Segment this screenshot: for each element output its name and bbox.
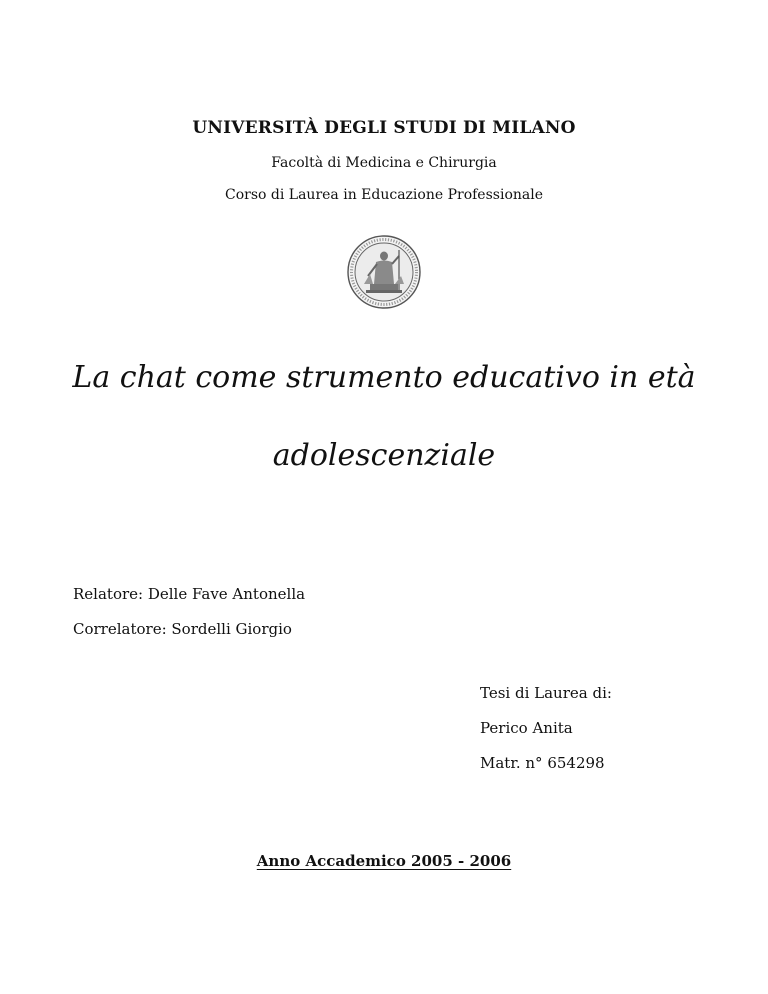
academic-year — [0, 852, 768, 870]
thesis-title-line-1: La chat come strumento educativo in età — [72, 360, 696, 395]
thesis-author-label: Tesi di Laurea di: — [480, 684, 612, 702]
author-name: Perico Anita — [480, 719, 573, 737]
course-name: Corso di Laurea in Educazione Professionale — [225, 187, 543, 203]
relatore-line: Relatore: Delle Fave Antonella — [73, 585, 306, 603]
university-name: UNIVERSITÀ DEGLI STUDI DI MILANO — [192, 118, 576, 138]
correlatore-line: Correlatore: Sordelli Giorgio — [73, 620, 292, 638]
faculty-name: Facoltà di Medicina e Chirurgia — [271, 155, 497, 171]
thesis-title-line-2: adolescenziale — [272, 438, 496, 473]
student-id: Matr. n° 654298 — [480, 754, 605, 772]
university-seal-icon — [346, 234, 422, 310]
academic-year-text: Anno Accademico 2005 - 2006 — [256, 852, 512, 870]
